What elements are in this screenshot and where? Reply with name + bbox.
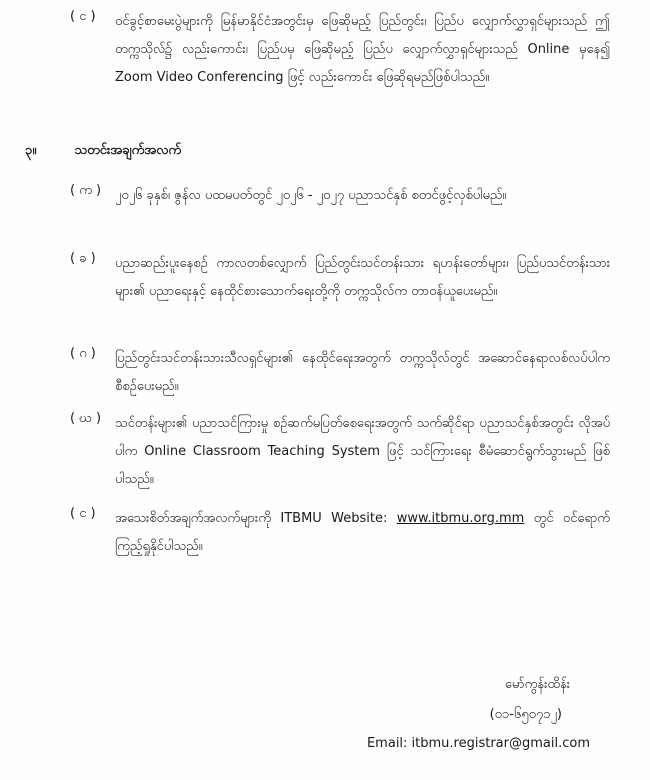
item-marker: ( င ) bbox=[70, 506, 96, 521]
item-text: ဝင်ခွင့်စာမေးပွဲများကို မြန်မာနိုင်ငံအတွင်းမှ ဖြေဆိုမည့် ပြည်တွင်း၊ ပြည်ပ လျှောက်လွှာရှင်များသည် ဤတက္ကသိုလ်၌ လည်းကောင်း၊ ပြည်ပမှ ဖြေဆိုမည့် ပြည်ပ လျှောက်လွှာရှင်များသည် Online မှနေ၍ Zoom Video Conferencing ဖြင့် လည်းကောင်း ဖြေဆိုရမည်ဖြစ်ပါသည်။ bbox=[115, 14, 610, 85]
website-link[interactable]: www.itbmu.org.mm bbox=[396, 511, 525, 526]
item-text: ၂၀၂၆ ခုနှစ်၊ ဇွန်လ ပထမပတ်တွင် ၂၀၂၆ - ၂၀၂၇ ပညာသင်နှစ် စတင်ဖွင့်လှစ်ပါမည်။ bbox=[115, 188, 507, 203]
section-number: ၃။ bbox=[25, 143, 37, 158]
section-heading bbox=[25, 142, 181, 161]
item-text: ပြည်တွင်းသင်တန်းသားသီလရှင်များ၏ နေထိုင်ရေးအတွက် တက္ကသိုလ်တွင် အဆောင်နေရာလစ်လပ်ပါက စီစဉ်ပေးမည်။ bbox=[115, 351, 610, 394]
list-item bbox=[70, 345, 610, 401]
website-paragraph bbox=[70, 505, 610, 561]
list-item bbox=[70, 182, 610, 210]
section-title: သတင်းအချက်အလက် bbox=[74, 143, 182, 158]
item-marker: ( ခ ) bbox=[70, 251, 96, 266]
item-marker: ( ဂ ) bbox=[70, 346, 96, 361]
text-after-url: တွင် ဝင်ရောက်ကြည့်ရှုနိုင်ပါသည်။ bbox=[115, 511, 611, 554]
item-marker: ( ဃ ) bbox=[70, 411, 102, 426]
list-item bbox=[70, 410, 610, 494]
item-text bbox=[115, 505, 610, 561]
item-marker: ( က ) bbox=[70, 183, 102, 198]
item-marker: ( င ) bbox=[70, 9, 96, 24]
text-before-url: အသေးစိတ်အချက်အလက်များကို ITBMU Website: bbox=[115, 511, 397, 526]
item-text: ပညာဆည်းပူးနေစဉ် ကာလတစ်လျှောက် ပြည်တွင်းသင်တန်းသား ရဟန်းတော်များ၊ ပြည်ပသင်တန်းသားများ၏ ပညာရေးနှင့် နေထိုင်စားသောက်ရေးတို့ကို တက္ကသိုလ်က တာဝန်ယူပေးမည်။ bbox=[115, 256, 610, 299]
list-item bbox=[70, 250, 610, 306]
signatory-title: မော်ကွန်းထိန်း bbox=[504, 677, 570, 692]
item-text: သင်တန်းများ၏ ပညာသင်ကြားမှု စဉ်ဆက်မပြတ်စေရေးအတွက် သက်ဆိုင်ရာ ပညာသင်နှစ်အတွင်း လိုအပ်ပါက Online Classroom Teaching System ဖြင့် သင်ကြားရေး စီမံဆောင်ရွက်သွားမည် ဖြစ်ပါသည်။ bbox=[115, 416, 610, 487]
email-address[interactable]: Email: itbmu.registrar@gmail.com bbox=[366, 736, 590, 751]
phone-number: (၀၁-၆၅၀၇၁၂) bbox=[489, 707, 562, 722]
admission-exam-paragraph bbox=[70, 8, 610, 92]
